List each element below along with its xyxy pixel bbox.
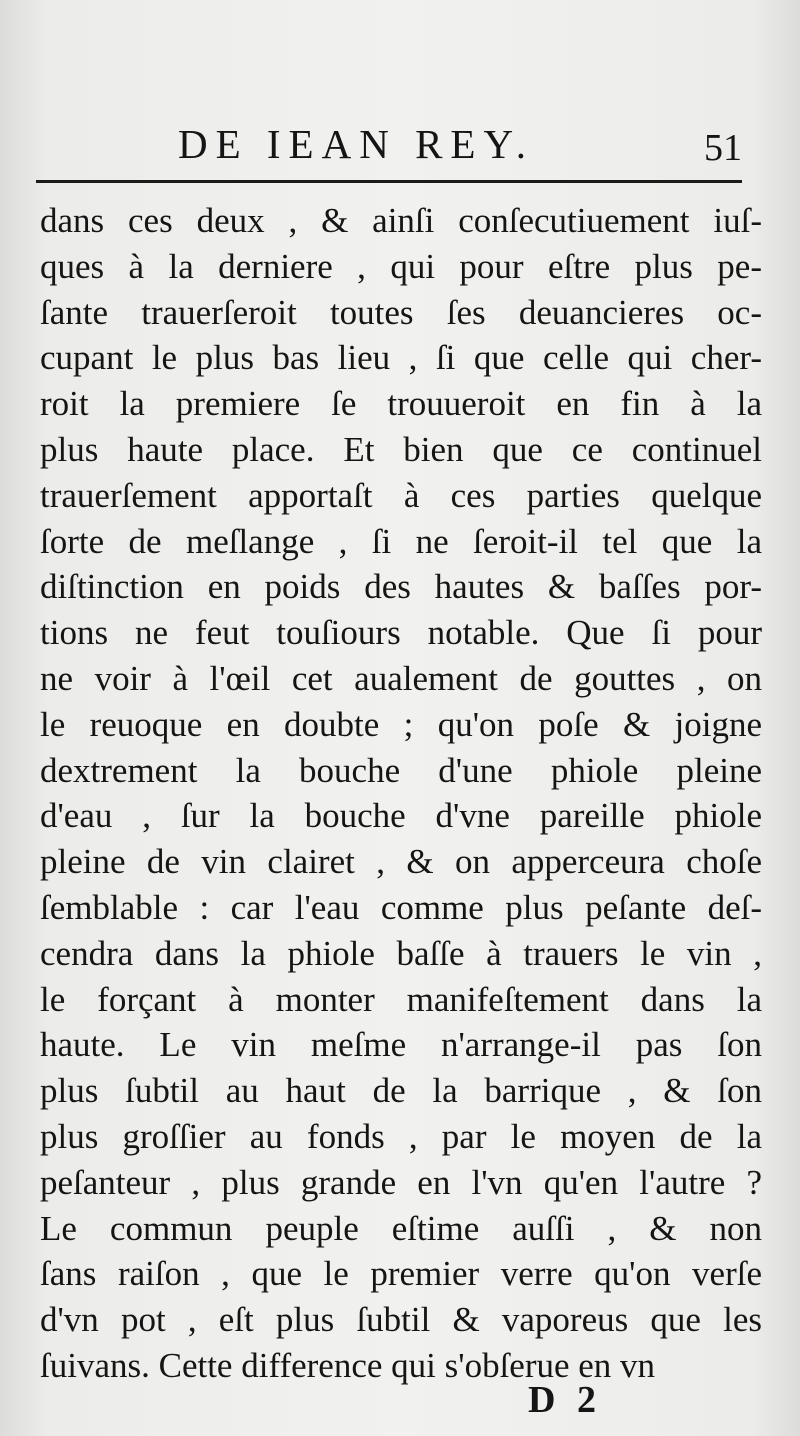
text-line: d'eau , ſur la bouche d'vne pareille phiole [40,796,762,836]
text-line: d'vn pot , eſt plus ſubtil & vaporeus que les [40,1300,762,1340]
running-title: DE IEAN REY. [178,121,535,167]
text-line: diſtinction en poids des hautes & baſſes por- [40,567,762,607]
text-line: le reuoque en doubte ; qu'on poſe & joigne [40,704,762,744]
text-line: le forçant à monter manifeſtement dans la [40,979,762,1019]
text-line: plus haute place. Et bien que ce continuel [40,429,762,469]
body-text [40,198,762,1389]
header-rule [36,180,742,183]
text-line: cendra dans la phiole baſſe à trauers le vin , [40,933,762,973]
text-line: plus ſubtil au haut de la barrique , & ſon [40,1071,762,1111]
page-header [38,118,770,170]
text-line: haute. Le vin meſme n'arrange-il pas ſon [40,1025,762,1065]
text-line: ſemblable : car l'eau comme plus peſante deſ- [40,887,762,927]
text-line: ſans raiſon , que le premier verre qu'on verſe [40,1254,762,1294]
text-line: tions ne feut touſiours notable. Que ſi pour [40,613,762,653]
page-number: 51 [704,127,742,169]
text-line: ques à la derniere , qui pour eſtre plus pe- [40,246,762,286]
text-line: Le commun peuple eſtime auſſi , & non [40,1208,762,1248]
text-line: ſante trauerſeroit toutes ſes deuancieres oc- [40,292,762,332]
signature-mark: D 2 [528,1379,602,1421]
text-line: dans ces deux , & ainſi conſecutiuement iuſ- [40,201,762,240]
text-line: ne voir à l'œil cet aualement de gouttes , on [40,658,762,698]
text-line: peſanteur , plus grande en l'vn qu'en l'autre ? [40,1162,762,1202]
text-line: ſuivans. Cette difference qui s'obſerue en vn [40,1345,656,1385]
text-line: trauerſement apportaſt à ces parties quelque [40,475,762,515]
text-line: pleine de vin clairet , & on apperceura choſe [40,842,762,882]
text-line: roit la premiere ſe trouueroit en fin à la [40,384,762,424]
text-line: dextrement la bouche d'une phiole pleine [40,750,762,790]
text-line: ſorte de meſlange , ſi ne ſeroit-il tel que la [40,521,762,561]
text-line: plus groſſier au fonds , par le moyen de la [40,1116,762,1156]
text-line: cupant le plus bas lieu , ſi que celle qui cher- [40,338,762,378]
